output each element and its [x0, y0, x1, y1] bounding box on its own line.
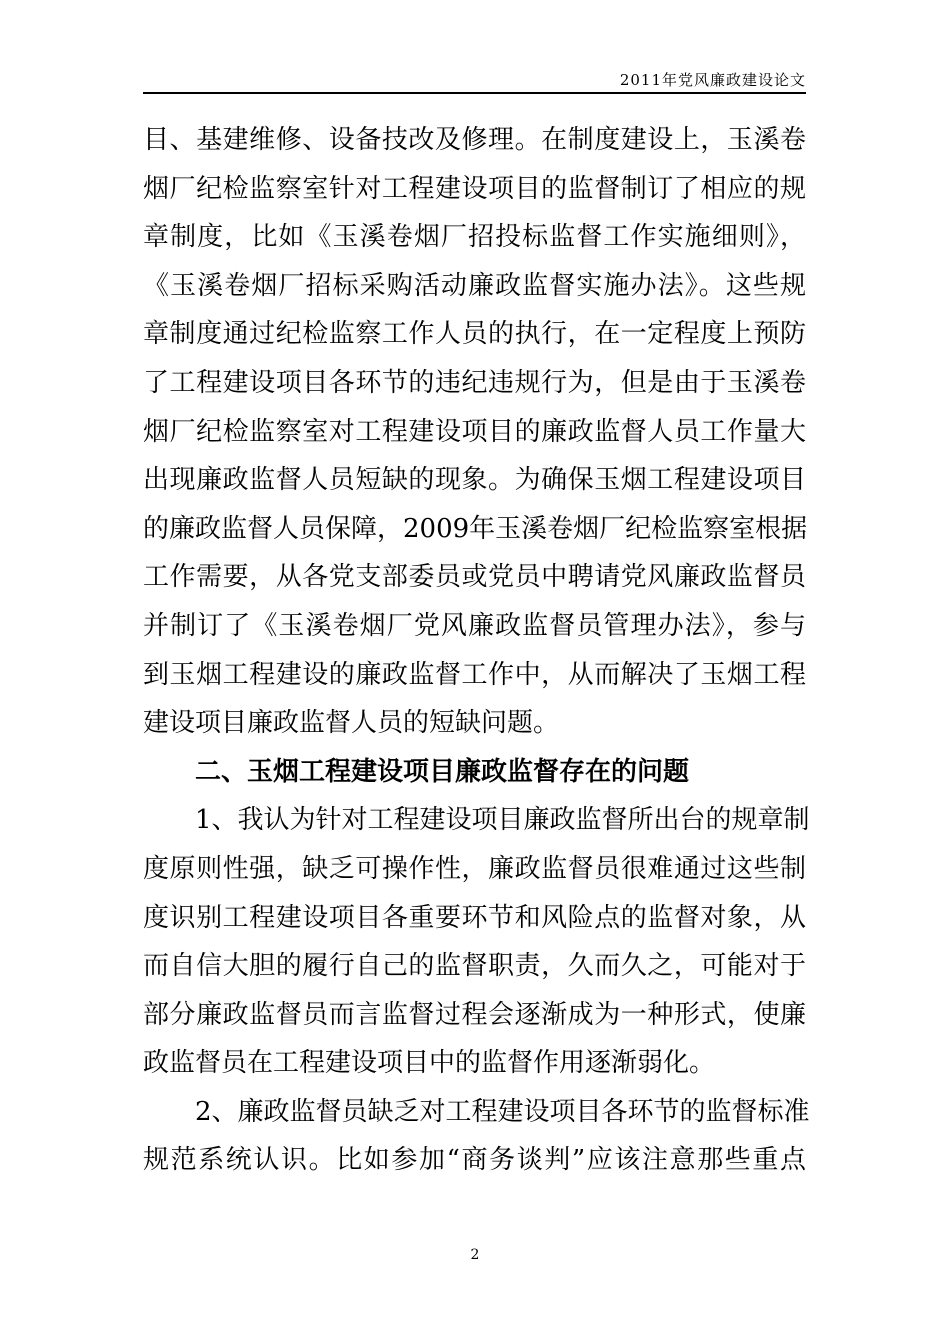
page-header [143, 70, 806, 94]
body-line: 目、基建维修、设备技改及修理。在制度建设上，玉溪卷 [143, 125, 806, 155]
body-line: 而自信大胆的履行自己的监督职责，久而久之，可能对于 [143, 951, 806, 982]
body-line: 出现廉政监督人员短缺的现象。为确保玉烟工程建设项目 [143, 465, 806, 496]
body-line: 烟厂纪检监察室对工程建设项目的廉政监督人员工作量大 [143, 416, 806, 447]
body-line: 到玉烟工程建设的廉政监督工作中，从而解决了玉烟工程 [143, 659, 806, 690]
page-number: 2 [470, 1247, 480, 1263]
body-line: 部分廉政监督员而言监督过程会逐渐成为一种形式，使廉 [143, 999, 806, 1030]
body-line: 1、我认为针对工程建设项目廉政监督所出台的规章制 [195, 805, 810, 836]
body-line: 的廉政监督人员保障，2009年玉溪卷烟厂纪检监察室根据 [143, 513, 808, 544]
body-line: 并制订了《玉溪卷烟厂党风廉政监督员管理办法》，参与 [143, 610, 806, 641]
document-body [143, 116, 810, 1185]
body-line: 工作需要，从各党支部委员或党员中聘请党风廉政监督员 [143, 562, 806, 593]
body-line: 政监督员在工程建设项目中的监督作用逐渐弱化。 [143, 1048, 716, 1079]
body-line: 度识别工程建设项目各重要环节和风险点的监督对象，从 [143, 902, 806, 933]
body-line: 烟厂纪检监察室针对工程建设项目的监督制订了相应的规 [143, 173, 806, 204]
body-line: 度原则性强，缺乏可操作性，廉政监督员很难通过这些制 [143, 853, 806, 884]
body-line: 建设项目廉政监督人员的短缺问题。 [143, 708, 560, 739]
body-line: 规范系统认识。比如参加“商务谈判”应该注意那些重点 [143, 1145, 806, 1176]
body-line: 了工程建设项目各环节的违纪违规行为，但是由于玉溪卷 [143, 367, 806, 398]
header-title: 2011年党风廉政建设论文 [619, 71, 806, 89]
body-line: 《玉溪卷烟厂招标采购活动廉政监督实施办法》。这些规 [143, 270, 806, 301]
body-line: 章制度，比如《玉溪卷烟厂招投标监督工作实施细则》， [143, 222, 806, 253]
body-line: 2、廉政监督员缺乏对工程建设项目各环节的监督标准 [195, 1096, 810, 1127]
body-line: 章制度通过纪检监察工作人员的执行，在一定程度上预防 [143, 319, 806, 350]
section-heading: 二、玉烟工程建设项目廉政监督存在的问题 [195, 756, 690, 787]
